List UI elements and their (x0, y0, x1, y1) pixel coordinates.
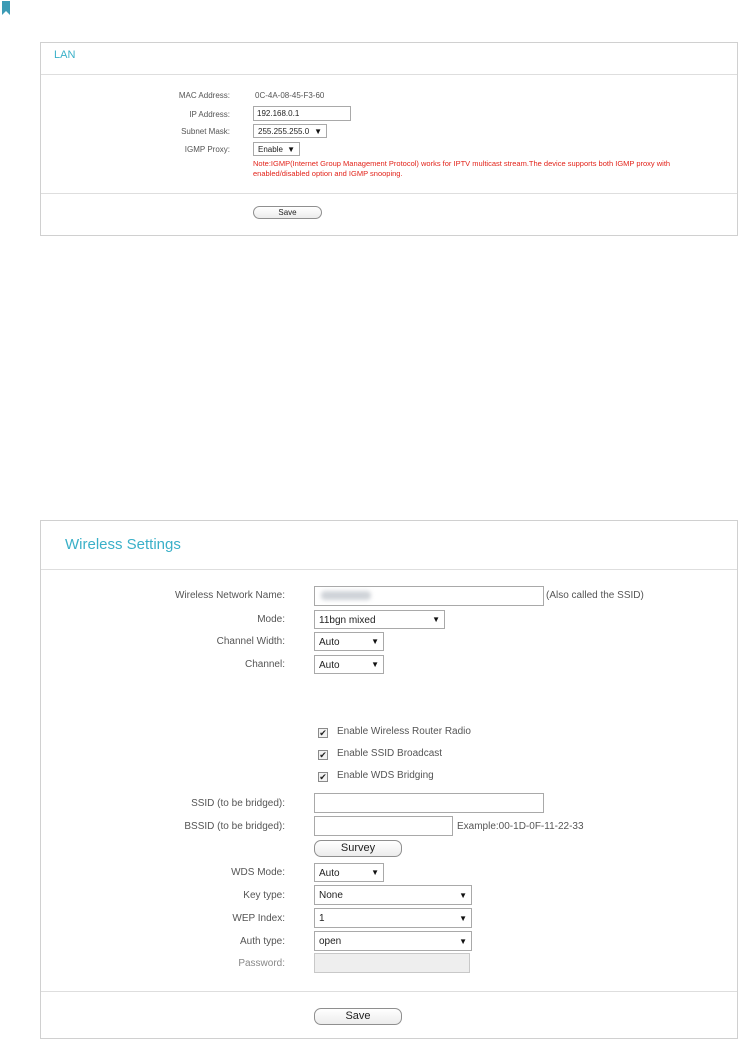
triangle-down-icon: ▼ (287, 145, 295, 154)
divider (41, 569, 737, 570)
mode-label: Mode: (257, 614, 285, 625)
wireless-settings-panel (40, 520, 738, 1039)
igmp-proxy-value: Enable (258, 145, 283, 154)
network-name-hint: (Also called the SSID) (546, 590, 644, 601)
key-type-label: Key type: (243, 890, 285, 901)
panel-title: LAN (54, 49, 76, 61)
enable-wds-bridging-label: Enable WDS Bridging (337, 770, 434, 781)
wds-mode-select[interactable] (314, 863, 384, 882)
mode-value: 11bgn mixed (319, 615, 376, 626)
subnet-mask-select[interactable] (253, 124, 327, 138)
triangle-down-icon: ▼ (459, 937, 467, 946)
wep-index-select[interactable] (314, 908, 472, 928)
enable-ssid-broadcast-label: Enable SSID Broadcast (337, 748, 443, 759)
subnet-mask-value: 255.255.255.0 (258, 127, 310, 136)
ssid-bridged-label: SSID (to be bridged): (191, 798, 285, 809)
channel-width-value: Auto (319, 637, 340, 648)
bookmark-icon (2, 1, 10, 15)
channel-value: Auto (319, 660, 340, 671)
ip-address-input[interactable] (253, 106, 351, 121)
channel-label: Channel: (244, 659, 285, 670)
divider (41, 193, 737, 194)
lan-panel (40, 42, 738, 236)
checkmark-icon: ✔ (319, 772, 327, 782)
wep-index-label: WEP Index: (232, 913, 285, 924)
survey-button[interactable]: Survey (314, 840, 402, 857)
wds-mode-value: Auto (319, 868, 340, 879)
wds-mode-label: WDS Mode: (231, 867, 285, 878)
ssid-bridged-input[interactable] (314, 793, 544, 813)
password-label: Password: (238, 958, 285, 969)
divider (41, 991, 737, 992)
panel-title: Wireless Settings (65, 536, 181, 553)
igmp-proxy-label: IGMP Proxy: (184, 145, 230, 154)
bssid-example: Example:00-1D-0F-11-22-33 (457, 821, 584, 832)
bssid-bridged-label: BSSID (to be bridged): (184, 821, 285, 832)
auth-type-select[interactable] (314, 931, 472, 951)
network-name-input[interactable] (314, 586, 544, 606)
auth-type-value: open (319, 936, 342, 947)
wep-index-value: 1 (319, 913, 325, 924)
igmp-note (253, 159, 670, 179)
enable-radio-checkbox[interactable] (318, 728, 328, 738)
divider (41, 74, 737, 75)
triangle-down-icon: ▼ (459, 891, 467, 900)
mac-address-value: 0C-4A-08-45-F3-60 (255, 91, 325, 100)
key-type-select[interactable] (314, 885, 472, 905)
ip-address-label: IP Address: (189, 110, 230, 119)
triangle-down-icon: ▼ (371, 660, 379, 669)
triangle-down-icon: ▼ (459, 914, 467, 923)
password-input[interactable] (314, 953, 470, 973)
key-type-value: None (319, 890, 343, 901)
ip-address-value: 192.168.0.1 (257, 109, 300, 118)
igmp-note-line1: Note:IGMP(Internet Group Management Protocol) works for IPTV multicast stream.The device supports both IGMP proxy with (253, 159, 671, 168)
bssid-bridged-input[interactable] (314, 816, 453, 836)
network-name-label: Wireless Network Name: (174, 590, 285, 601)
triangle-down-icon: ▼ (432, 615, 440, 624)
triangle-down-icon: ▼ (371, 637, 379, 646)
mac-address-label: MAC Address: (178, 91, 230, 100)
checkmark-icon: ✔ (319, 750, 327, 760)
igmp-proxy-select[interactable] (253, 142, 300, 156)
save-button[interactable]: Save (314, 1008, 402, 1025)
channel-width-select[interactable] (314, 632, 384, 651)
channel-width-label: Channel Width: (216, 636, 285, 647)
triangle-down-icon: ▼ (314, 127, 322, 136)
triangle-down-icon: ▼ (371, 868, 379, 877)
auth-type-label: Auth type: (239, 936, 285, 947)
channel-select[interactable] (314, 655, 384, 674)
enable-ssid-broadcast-checkbox[interactable] (318, 750, 328, 760)
redacted-ssid (321, 591, 371, 600)
igmp-note-line2: enabled/disabled option and IGMP snooping. (253, 169, 403, 178)
save-button[interactable]: Save (253, 206, 322, 219)
enable-wds-bridging-checkbox[interactable] (318, 772, 328, 782)
subnet-mask-label: Subnet Mask: (181, 127, 230, 136)
mode-select[interactable] (314, 610, 445, 629)
checkmark-icon: ✔ (319, 728, 327, 738)
enable-radio-label: Enable Wireless Router Radio (337, 726, 471, 737)
